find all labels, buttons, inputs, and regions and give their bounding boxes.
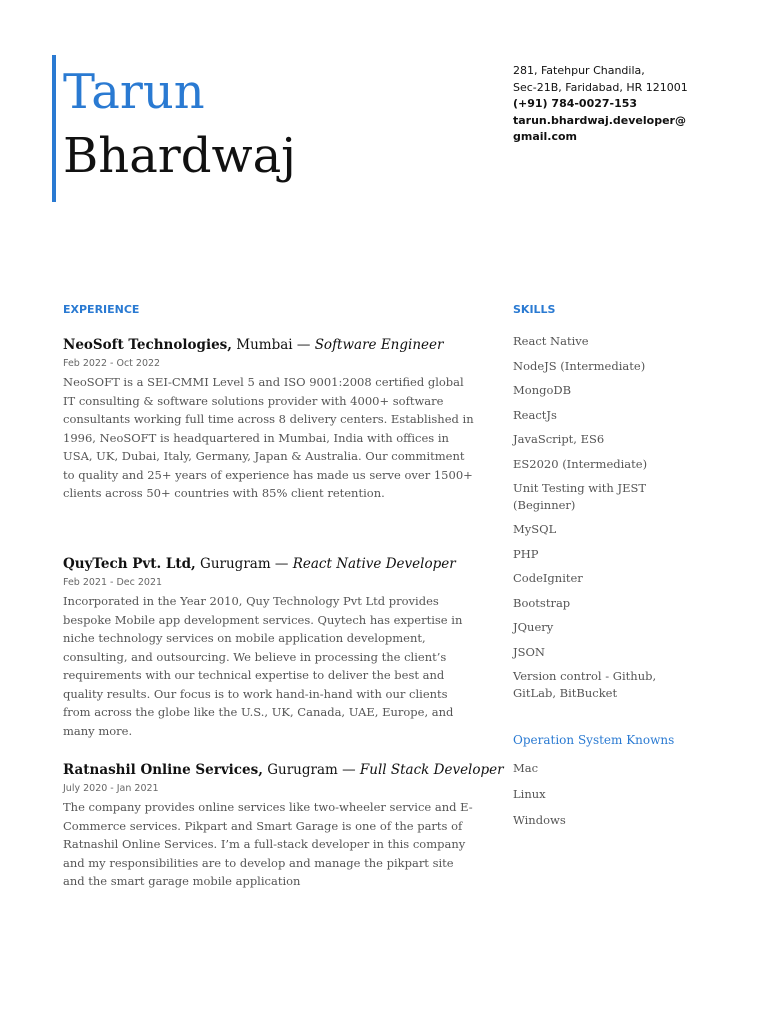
last-name: Bhardwaj	[63, 128, 297, 184]
os-item: Mac	[513, 761, 539, 775]
job-location: Gurugram —	[200, 556, 289, 572]
skill-item: MySQL	[513, 522, 557, 536]
job-role: Full Stack Developer	[359, 762, 504, 778]
job-entry	[63, 336, 475, 503]
os-item: Linux	[513, 787, 546, 801]
skill-item: CodeIgniter	[513, 571, 583, 585]
job-company: Ratnashil Online Services,	[63, 762, 263, 778]
skill-item: JavaScript, ES6	[513, 432, 605, 446]
job-dates: Feb 2021 - Dec 2021	[63, 577, 163, 588]
name-accent-bar	[52, 55, 56, 202]
job-description: Incorporated in the Year 2010, Quy Technology Pvt Ltd provides bespoke Mobile app development services. Quytech has expertise in niche technology services on mobile application development, consulting, and outsourcing. We believe in processing the client’s requirements with our technical expertise to deliver the best and quality results. Our focus is to work hand-in-hand with our clients from across the globe like the U.S., UK, Canada, UAE, Europe, and many more.	[63, 594, 463, 738]
skill-item: ES2020 (Intermediate)	[513, 456, 648, 471]
skill-item: Bootstrap	[513, 595, 571, 610]
email-address[interactable]: tarun.bhardwaj.developer@gmail.com	[513, 113, 686, 143]
job-dates: July 2020 - Jan 2021	[63, 783, 159, 794]
experience-heading: EXPERIENCE	[63, 303, 140, 316]
skill-item: React Native	[513, 334, 589, 348]
job-entry	[63, 555, 475, 740]
skill-item: MongoDB	[513, 383, 572, 397]
job-company: NeoSoft Technologies,	[63, 337, 232, 353]
skill-item: NodeJS (Intermediate)	[513, 358, 646, 373]
job-role: Software Engineer	[314, 337, 444, 353]
os-list	[513, 760, 678, 838]
skill-item: JQuery	[513, 620, 554, 634]
job-title-line	[63, 555, 475, 573]
job-role: React Native Developer	[292, 556, 456, 572]
job-description: The company provides online services like two-wheeler service and E-Commerce services. Pikpart and Smart Garage is one of the parts of Ratnashil Online Services. I’m a full-stack developer in this company and my responsibilities are to develop and manage the pikpart site and the smart garage mobile application	[63, 800, 473, 888]
skill-item: Version control - Github, GitLab, BitBucket	[513, 669, 657, 700]
skill-item: PHP	[513, 546, 539, 561]
job-company: QuyTech Pvt. Ltd,	[63, 556, 196, 572]
job-title-line	[63, 336, 475, 354]
job-location: Gurugram —	[267, 762, 356, 778]
phone-number: (+91) 784-0027-153	[513, 97, 638, 110]
skill-item: JSON	[513, 644, 545, 659]
job-description: NeoSOFT is a SEI-CMMI Level 5 and ISO 9001:2008 certified global IT consulting & software solutions provider with 4000+ software consultants working full time across 8 delivery centers. Established in 1996, NeoSOFT is headquartered in Mumbai, India with offices in USA, UK, Dubai, Italy, Germany, Japan & Australia. Our commitment to quality and 25+ years of experience has made us serve over 1500+ clients across 50+ countries with 85% client retention.	[63, 375, 474, 500]
skills-heading: SKILLS	[513, 303, 556, 316]
skills-list	[513, 333, 678, 709]
job-dates: Feb 2022 - Oct 2022	[63, 358, 161, 369]
first-name: Tarun	[63, 64, 205, 120]
job-entry	[63, 761, 504, 891]
address-line-2: Sec-21B, Faridabad, HR 121001	[513, 80, 688, 94]
job-title-line	[63, 761, 504, 779]
skill-item: ReactJs	[513, 407, 557, 422]
skill-item: Unit Testing with JEST (Beginner)	[513, 481, 647, 512]
address-line-1: 281, Fatehpur Chandila,	[513, 64, 645, 77]
os-heading: Operation System Knowns	[513, 733, 675, 747]
contact-block	[513, 63, 688, 146]
job-location: Mumbai —	[236, 337, 311, 353]
os-item: Windows	[513, 813, 566, 827]
